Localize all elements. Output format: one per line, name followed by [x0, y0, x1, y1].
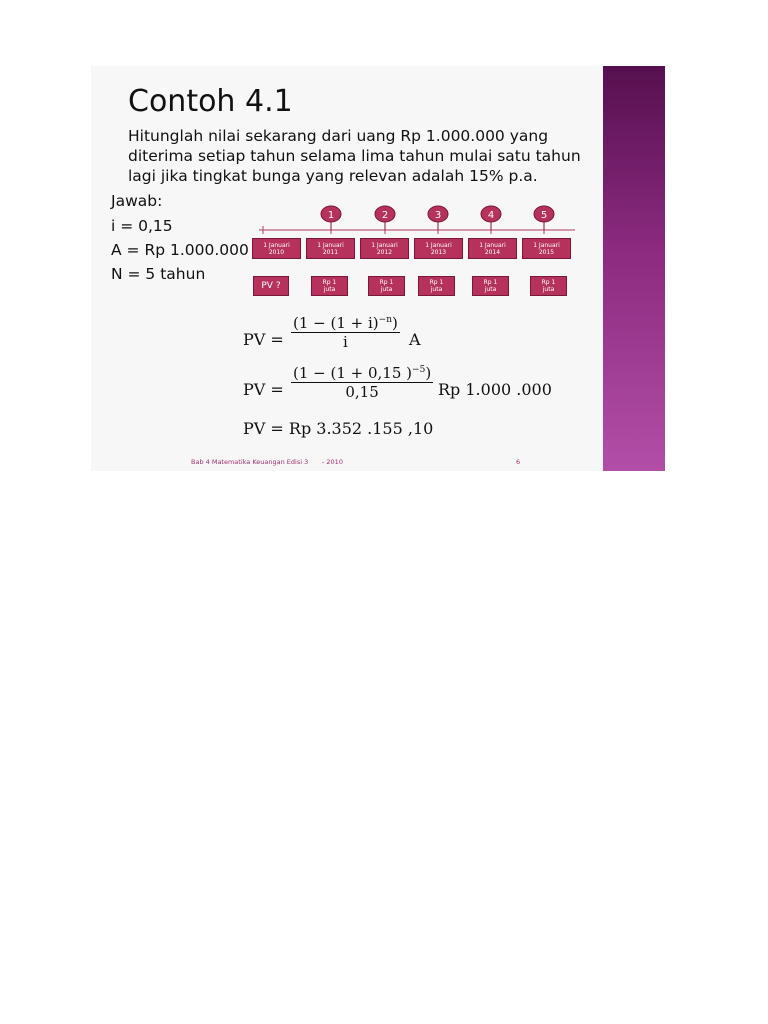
var-A: A = Rp 1.000.000 — [111, 241, 249, 259]
period-node-label: 5 — [540, 210, 548, 221]
year-box: 1 Januari 2012 — [360, 238, 409, 259]
question-line-3: lagi jika tingkat bunga yang relevan adalah 15% p.a. — [128, 167, 538, 185]
formula-1-lhs: PV = — [243, 330, 284, 349]
year-box: 1 Januari 2013 — [414, 238, 463, 259]
year-box: 1 Januari 2011 — [306, 238, 355, 259]
formula-2-rhs: Rp 1.000 .000 — [438, 380, 552, 399]
timeline — [91, 66, 603, 471]
footer-text: Bab 4 Matematika Keuangan Edisi 3 — [191, 458, 309, 466]
page-title: Contoh 4.1 — [128, 84, 293, 119]
formula-2-fraction — [291, 364, 433, 401]
formula-2-lhs: PV = — [243, 380, 284, 399]
var-i: i = 0,15 — [111, 217, 173, 235]
pv-box: PV ? — [253, 276, 289, 296]
year-box: 1 Januari 2010 — [252, 238, 301, 259]
formula-3: PV = Rp 3.352 .155 ,10 — [243, 419, 434, 438]
period-node-label: 2 — [381, 210, 389, 221]
formula-1-numerator: $(1 - (1 + i)^{-n})$ — [293, 314, 398, 332]
formula-1-rhs: A — [409, 330, 421, 349]
payment-box: Rp 1 juta — [368, 276, 405, 296]
year-box: 1 Januari 2015 — [522, 238, 571, 259]
question-line-1: Hitunglah nilai sekarang dari uang Rp 1.000.000 yang — [128, 127, 549, 145]
payment-box: Rp 1 juta — [311, 276, 348, 296]
payment-box: Rp 1 juta — [472, 276, 509, 296]
question-line-2: diterima setiap tahun selama lima tahun mulai satu tahun — [128, 147, 581, 165]
formula-2-numerator: (1 − (1 + 0,15 )$^{-5}$) — [293, 364, 432, 382]
slide — [91, 66, 665, 471]
sidebar-decoration — [603, 66, 665, 471]
period-node-label: 3 — [434, 210, 442, 221]
answer-label: Jawab: — [111, 192, 163, 210]
year-box: 1 Januari 2014 — [468, 238, 517, 259]
footer-year: - 2010 — [322, 458, 343, 466]
var-N: N = 5 tahun — [111, 265, 206, 283]
page-number: 6 — [516, 458, 521, 466]
formula-1-fraction — [291, 314, 400, 351]
period-node-label: 4 — [487, 210, 495, 221]
formula-2-denominator: 0,15 — [345, 383, 379, 401]
payment-box: Rp 1 juta — [530, 276, 567, 296]
period-node-label: 1 — [327, 210, 335, 221]
formula-1-denominator: i — [343, 333, 348, 351]
payment-box: Rp 1 juta — [418, 276, 455, 296]
